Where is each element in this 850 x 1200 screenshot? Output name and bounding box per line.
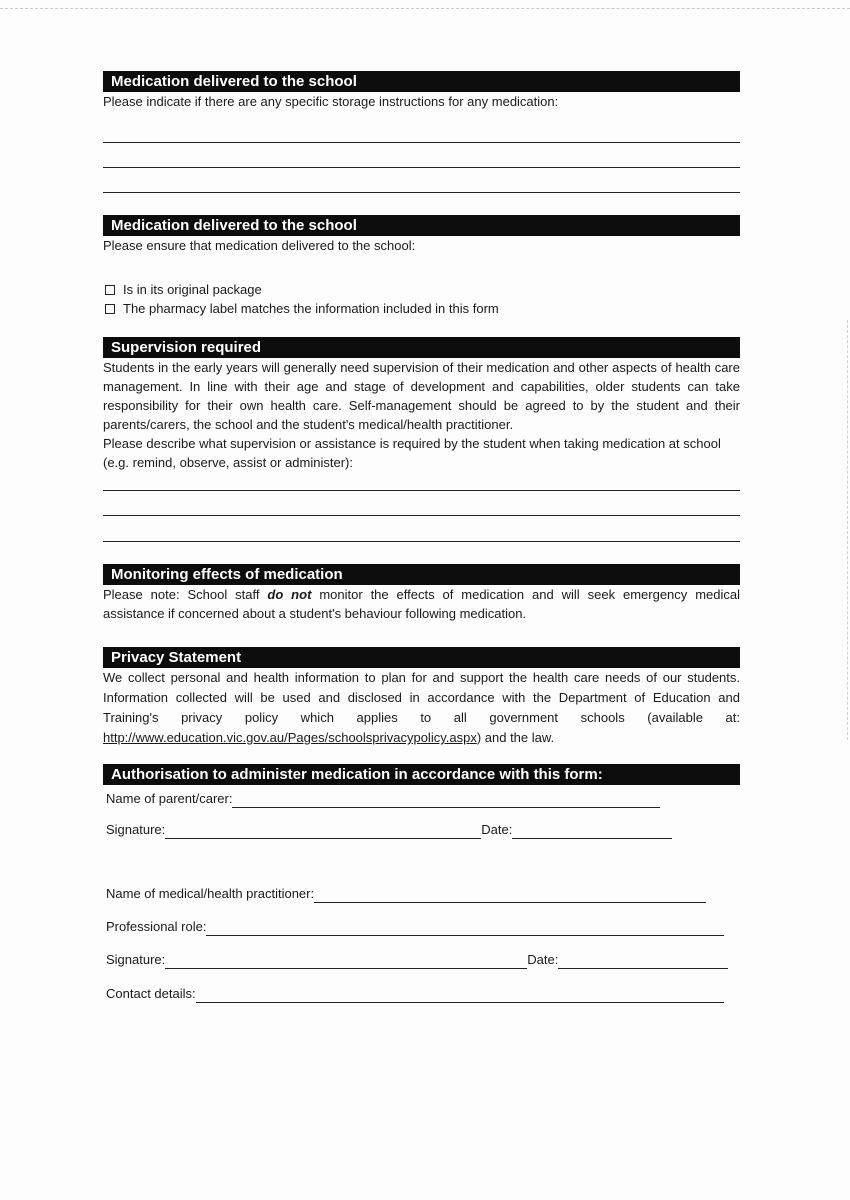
privacy-section bbox=[103, 647, 740, 748]
monitoring-heading: Monitoring effects of medication bbox=[103, 564, 740, 585]
scan-edge-marks bbox=[845, 320, 848, 740]
checkbox-pharmacy-label[interactable] bbox=[105, 304, 115, 314]
privacy-heading: Privacy Statement bbox=[103, 647, 740, 668]
delivery-checklist bbox=[105, 280, 735, 318]
supervision-line-1[interactable] bbox=[103, 490, 740, 491]
privacy-text bbox=[103, 668, 740, 748]
professional-role-row bbox=[106, 918, 724, 936]
contact-details-field[interactable] bbox=[196, 989, 724, 1003]
delivery-heading: Medication delivered to the school bbox=[103, 215, 740, 236]
practitioner-name-row bbox=[106, 885, 706, 903]
professional-role-label: Professional role: bbox=[106, 919, 207, 934]
storage-line-1[interactable] bbox=[103, 142, 740, 143]
practitioner-date-field[interactable] bbox=[558, 955, 728, 969]
checklist-label: The pharmacy label matches the information included in this form bbox=[123, 301, 499, 316]
monitoring-text-end: monitor the effects of medication and will seek emergency medical assistance if concerned about a student's behaviour following medication. bbox=[103, 587, 740, 621]
storage-line-2[interactable] bbox=[103, 167, 740, 168]
contact-details-row bbox=[106, 985, 724, 1003]
storage-line-3[interactable] bbox=[103, 192, 740, 193]
privacy-body-end: ) and the law. bbox=[476, 730, 555, 745]
monitoring-text-start: Please note: School staff bbox=[103, 587, 268, 602]
practitioner-date-label: Date: bbox=[527, 952, 559, 967]
parent-date-field[interactable] bbox=[512, 825, 672, 839]
supervision-section bbox=[103, 337, 740, 472]
parent-signature-row bbox=[106, 821, 672, 839]
practitioner-name-label: Name of medical/health practitioner: bbox=[106, 886, 315, 901]
parent-signature-field[interactable] bbox=[165, 825, 481, 839]
scan-noise bbox=[0, 8, 850, 19]
storage-prompt: Please indicate if there are any specific storage instructions for any medication: bbox=[103, 94, 559, 109]
checkbox-original-package[interactable] bbox=[105, 285, 115, 295]
practitioner-signature-label: Signature: bbox=[106, 952, 166, 967]
monitoring-emphasis: do not bbox=[267, 587, 312, 602]
monitoring-text bbox=[103, 585, 740, 623]
authorisation-heading: Authorisation to administer medication in accordance with this form: bbox=[103, 764, 740, 785]
checklist-label: Is in its original package bbox=[123, 282, 262, 297]
practitioner-name-field[interactable] bbox=[314, 889, 706, 903]
parent-date-label: Date: bbox=[481, 822, 513, 837]
storage-section bbox=[103, 71, 740, 111]
authorisation-section bbox=[103, 764, 740, 785]
privacy-policy-link[interactable]: http://www.education.vic.gov.au/Pages/schoolsprivacypolicy.aspx bbox=[103, 730, 477, 745]
delivery-section bbox=[103, 215, 740, 255]
parent-name-label: Name of parent/carer: bbox=[106, 791, 233, 806]
monitoring-section bbox=[103, 564, 740, 623]
privacy-body: We collect personal and health information to plan for and support the health care needs of our students. Information collected will be used and disclosed in accordance with the Department of Education and Training's privacy policy which applies to all government schools (available at: bbox=[103, 670, 740, 725]
parent-signature-label: Signature: bbox=[106, 822, 166, 837]
delivery-prompt: Please ensure that medication delivered to the school: bbox=[103, 238, 416, 253]
parent-name-field[interactable] bbox=[232, 794, 660, 808]
practitioner-signature-row bbox=[106, 951, 728, 969]
checklist-item bbox=[105, 280, 735, 299]
contact-details-label: Contact details: bbox=[106, 986, 196, 1001]
supervision-prompt: Please describe what supervision or assistance is required by the student when taking medication at school (e.g. remind, observe, assist or administer): bbox=[103, 436, 721, 470]
supervision-line-2[interactable] bbox=[103, 515, 740, 516]
parent-name-row bbox=[106, 790, 660, 808]
storage-heading: Medication delivered to the school bbox=[103, 71, 740, 92]
practitioner-signature-field[interactable] bbox=[165, 955, 527, 969]
supervision-heading: Supervision required bbox=[103, 337, 740, 358]
supervision-line-3[interactable] bbox=[103, 541, 740, 542]
supervision-paragraph: Students in the early years will generally need supervision of their medication and other aspects of health care management. In line with their age and stage of development and capabilities, older students can take responsibility for their own health care. Self-management should be agreed to by the student and their parents/carers, the school and the student's medical/health practitioner. bbox=[103, 360, 740, 432]
checklist-item bbox=[105, 299, 735, 318]
professional-role-field[interactable] bbox=[206, 922, 724, 936]
